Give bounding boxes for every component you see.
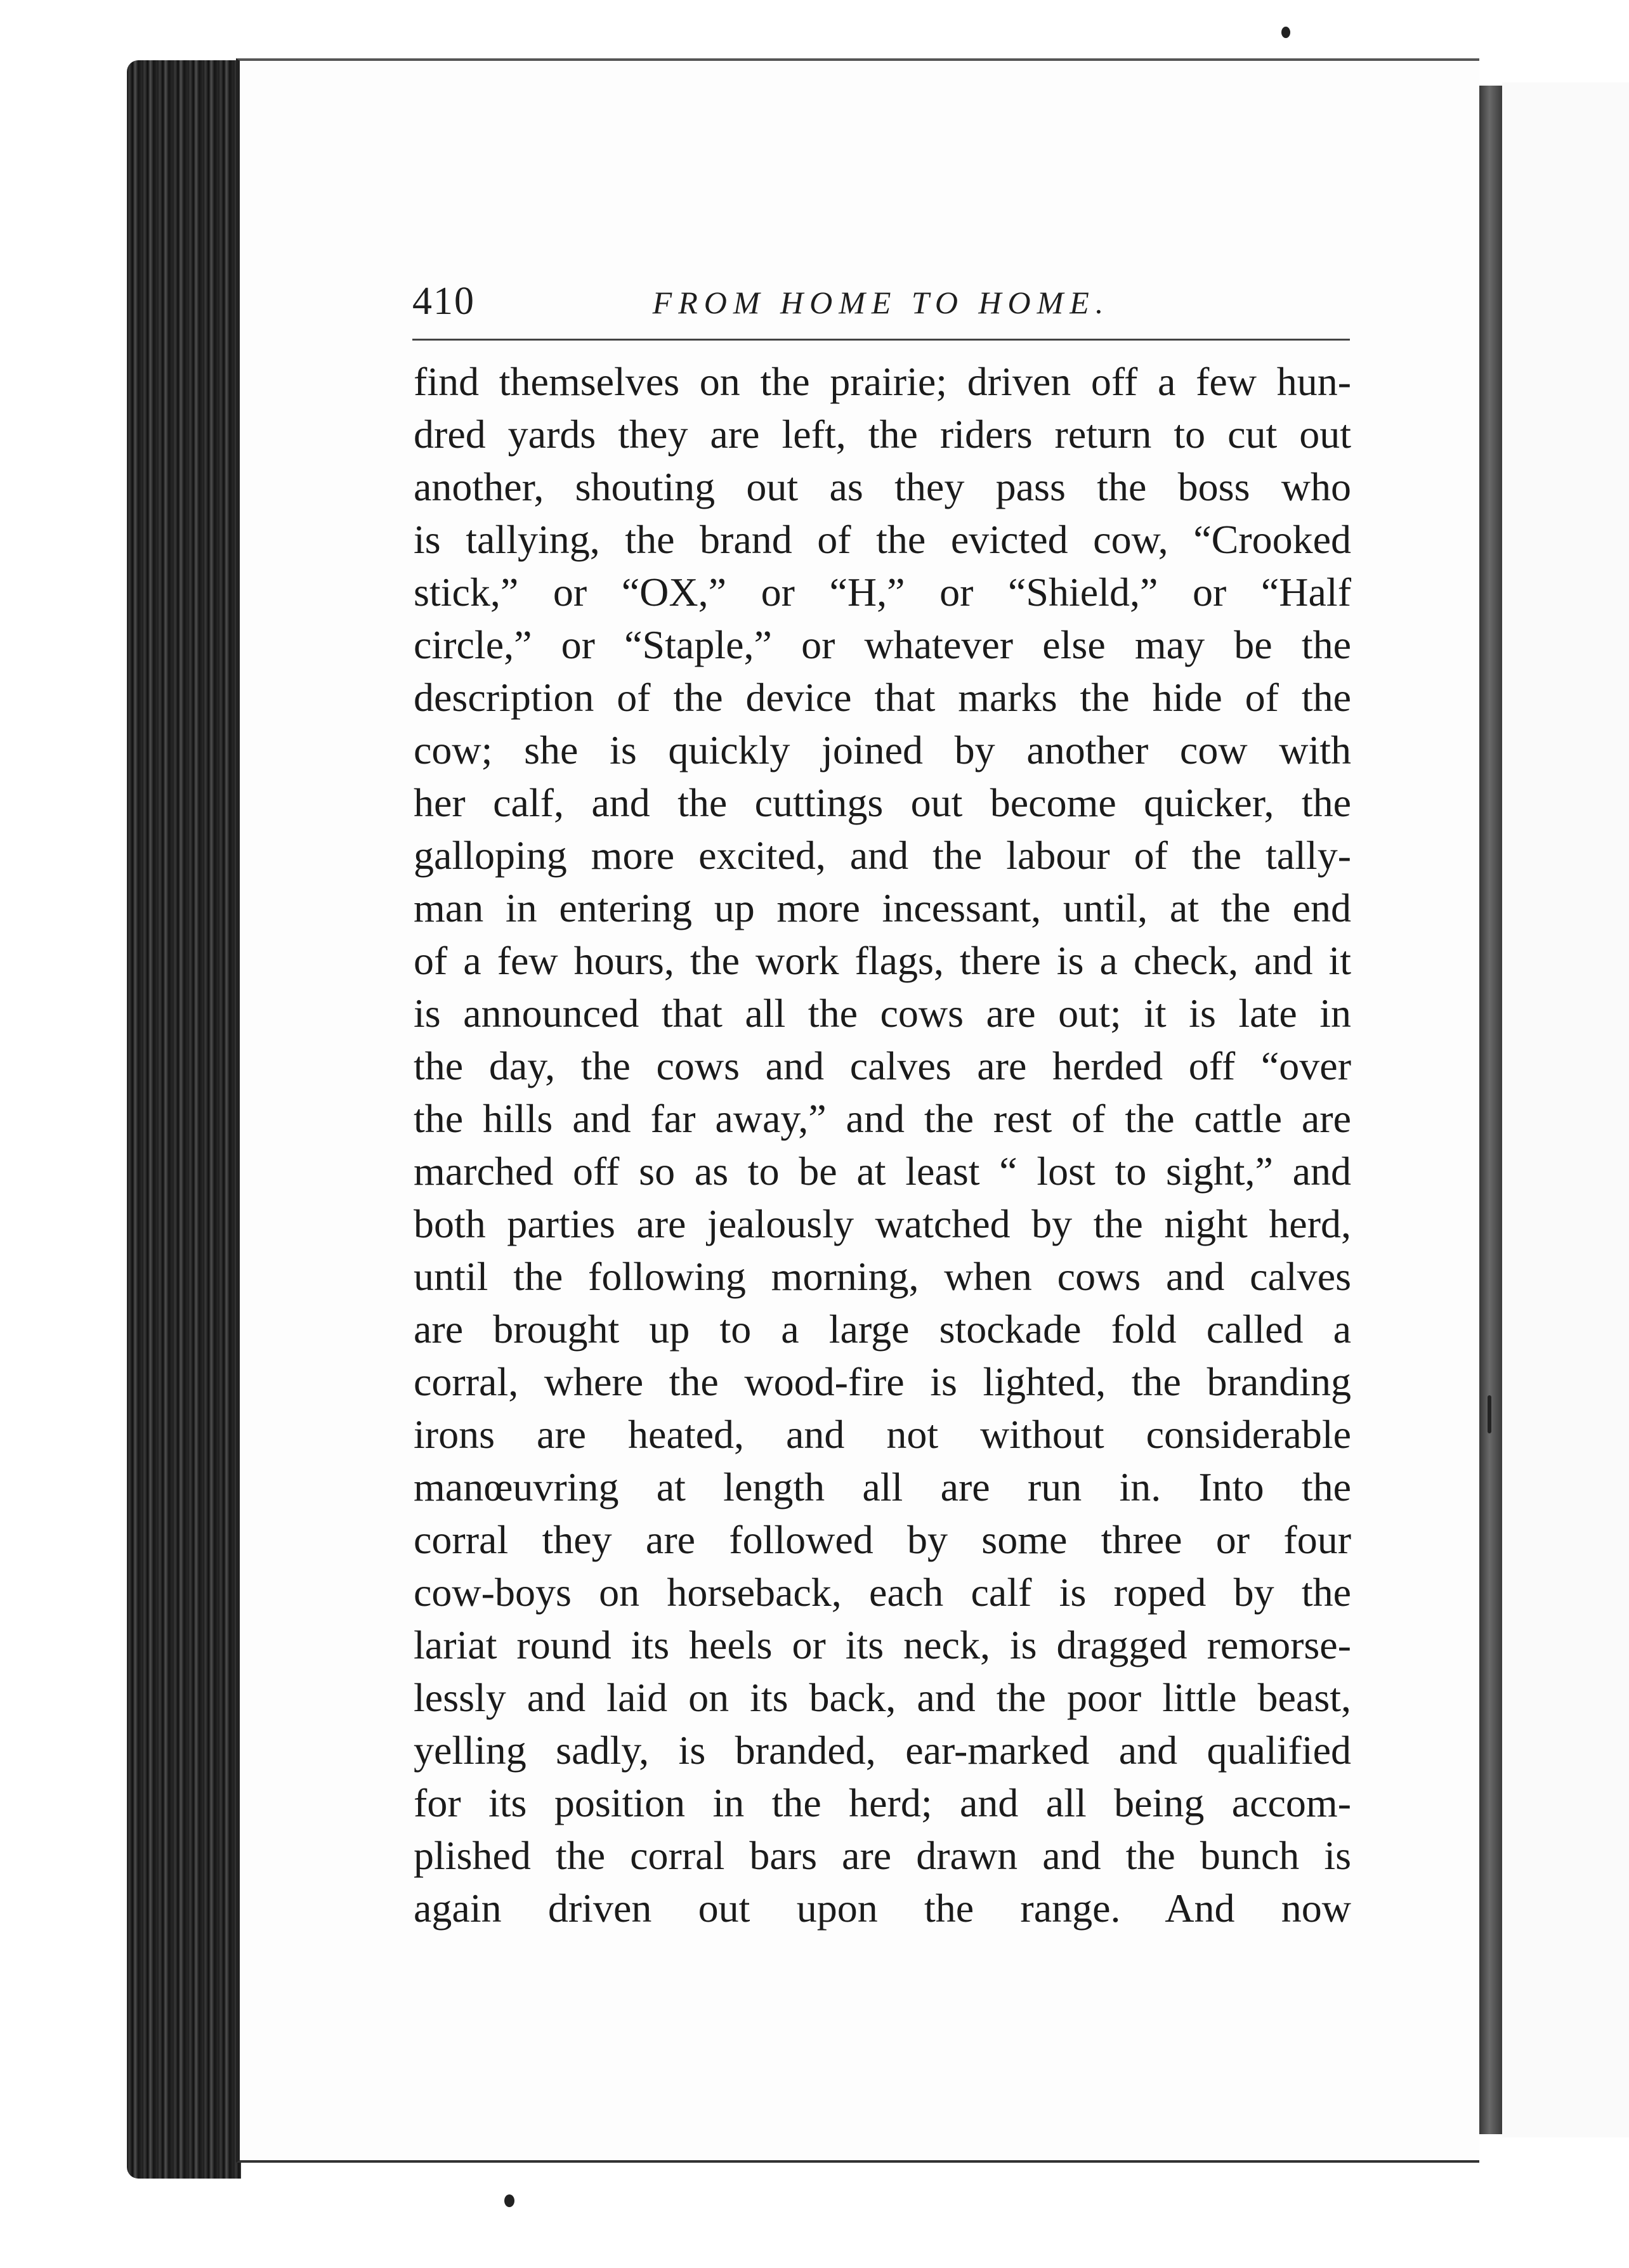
- page-header: [412, 279, 1350, 330]
- scan-speck: [1281, 27, 1290, 38]
- body-text: [414, 355, 1351, 1934]
- running-head: FROM HOME TO HOME.: [652, 285, 1110, 320]
- text-line: manœuvring at length all are run in. Into the: [414, 1464, 1351, 1509]
- scan-speck: [1488, 1395, 1491, 1433]
- text-line: corral they are followed by some three or four: [414, 1517, 1351, 1562]
- scan-speck: [504, 2194, 514, 2207]
- text-line: is announced that all the cows are out; it is late in: [414, 991, 1351, 1036]
- text-line: until the following morning, when cows and calves: [414, 1254, 1351, 1299]
- text-line: plished the corral bars are drawn and the bunch is: [414, 1833, 1351, 1878]
- text-line: irons are heated, and not without considerable: [414, 1412, 1351, 1457]
- text-line: again driven out upon the range. And now: [414, 1886, 1351, 1931]
- text-line: circle,” or “Staple,” or whatever else may be the: [414, 622, 1351, 667]
- text-line: description of the device that marks the hide of the: [414, 675, 1351, 720]
- text-line: lessly and laid on its back, and the poor little beast,: [414, 1675, 1351, 1720]
- text-line: both parties are jealously watched by the night herd,: [414, 1201, 1351, 1246]
- text-line: cow-boys on horseback, each calf is roped by the: [414, 1570, 1351, 1615]
- text-line: lariat round its heels or its neck, is dragged remorse-: [414, 1622, 1351, 1667]
- text-line: man in entering up more incessant, until, at the end: [414, 885, 1351, 930]
- text-line: another, shouting out as they pass the boss who: [414, 464, 1351, 509]
- text-line: stick,” or “OX,” or “H,” or “Shield,” or “Half: [414, 570, 1351, 615]
- page-number: 410: [412, 280, 475, 323]
- header-rule: [412, 339, 1350, 341]
- text-line: marched off so as to be at least “ lost to sight,” and: [414, 1149, 1351, 1194]
- text-line: the day, the cows and calves are herded off “over: [414, 1043, 1351, 1088]
- book-spine: [127, 60, 241, 2179]
- text-line: dred yards they are left, the riders return to cut out: [414, 412, 1351, 457]
- text-line: corral, where the wood-fire is lighted, the branding: [414, 1359, 1351, 1404]
- right-facing-page: [1502, 82, 1629, 2137]
- text-line: are brought up to a large stockade fold called a: [414, 1307, 1351, 1352]
- text-line: for its position in the herd; and all being accom-: [414, 1780, 1351, 1825]
- text-line: galloping more excited, and the labour of the tally-: [414, 833, 1351, 878]
- text-line: is tallying, the brand of the evicted cow, “Crooked: [414, 517, 1351, 562]
- text-line: of a few hours, the work flags, there is a check, and it: [414, 938, 1351, 983]
- text-line: her calf, and the cuttings out become quicker, the: [414, 780, 1351, 825]
- text-line: yelling sadly, is branded, ear-marked and qualified: [414, 1728, 1351, 1773]
- text-line: find themselves on the prairie; driven off a few hun-: [414, 359, 1351, 404]
- text-line: the hills and far away,” and the rest of the cattle are: [414, 1096, 1351, 1141]
- right-page-edge: [1477, 86, 1502, 2134]
- text-line: cow; she is quickly joined by another cow with: [414, 727, 1351, 772]
